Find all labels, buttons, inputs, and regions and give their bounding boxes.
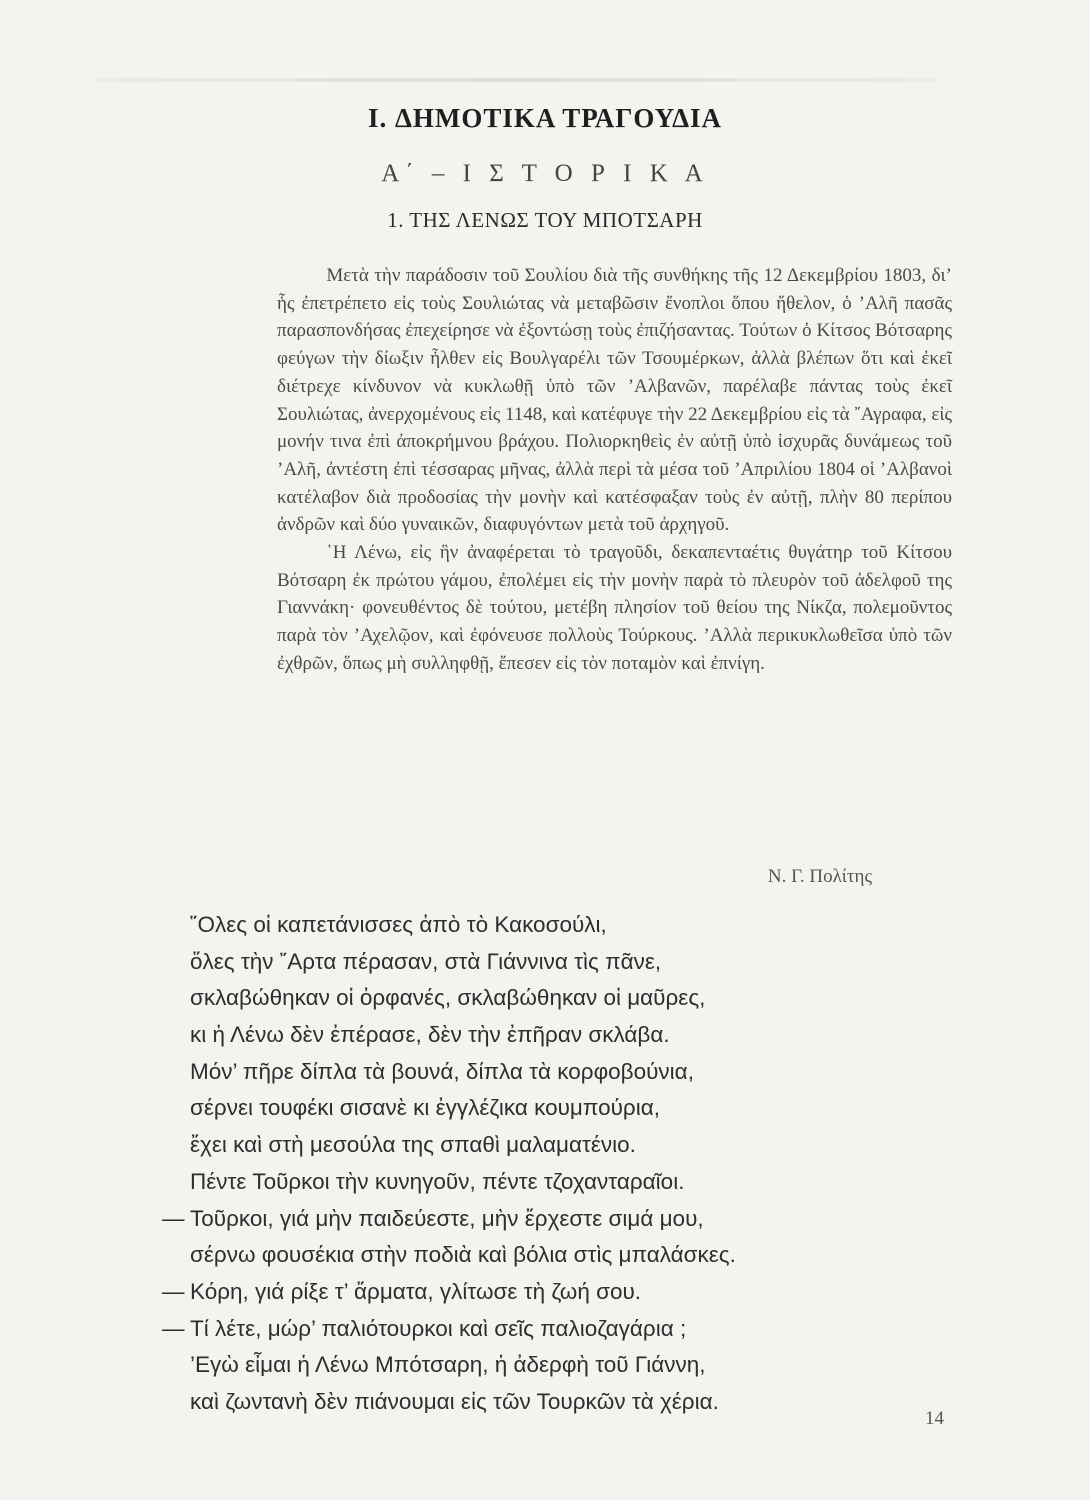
verse-text: σέρνει τουφέκι σισανὲ κι ἐγγλέζικα κουμπούρια, [190, 1095, 660, 1121]
intro-paragraph-2: ῾Η Λένω, εἰς ἣν ἀναφέρεται τὸ τραγοῦδι, δεκαπενταέτις θυγάτηρ τοῦ Κίτσου Βότσαρη ἐκ πρώτου γάμου, ἐπολέμει εἰς τὴν μονὴν παρὰ τὸ πλευρὸν τοῦ ἀδελφοῦ της Γιαννάκη· φονευθέντος δὲ τούτου, μετέβη πλησίον τοῦ θείου της Νίκζα, πολεμοῦντος παρὰ τὸν ’Αχελῷον, καὶ ἐφόνευσε πολλοὺς Τούρκους. ’Αλλὰ περικυκλωθεῖσα ὑπὸ τῶν ἐχθρῶν, ὅπως μὴ συλληφθῇ, ἔπεσεν εἰς τὸν ποταμὸν καὶ ἐπνίγη. [277, 542, 952, 674]
verse-line [190, 1017, 960, 1054]
song-verses [162, 907, 960, 1421]
verse-line [190, 1090, 960, 1127]
song-title: 1. ΤΗΣ ΛΕΝΩΣ ΤΟΥ ΜΠΟΤΣΑΡΗ [387, 208, 703, 232]
verse-dash: — [162, 1278, 185, 1304]
verse-text: ἔχει καὶ στὴ μεσούλα της σπαθὶ μαλαματένιο. [190, 1132, 636, 1158]
verse-text: Κόρη, γιά ρίξε τ’ ἄρματα, γλίτωσε τὴ ζωή σου. [190, 1278, 642, 1304]
verse-text: Μόν’ πῆρε δίπλα τὰ βουνά, δίπλα τὰ κορφοβούνια, [190, 1058, 694, 1084]
verse-line [190, 1237, 960, 1274]
verse-line [190, 1164, 960, 1201]
verse-line [190, 980, 960, 1017]
verse-text: ῞Ολες οἱ καπετάνισσες ἀπὸ τὸ Κακοσούλι, [190, 912, 607, 937]
verse-line [162, 1201, 960, 1238]
verse-line [190, 907, 960, 944]
verse-line [162, 1311, 960, 1348]
verse-text: Τοῦρκοι, γιά μὴν παιδεύεστε, μὴν ἔρχεστε σιμά μου, [190, 1205, 704, 1231]
verse-text: ὅλες τὴν ῎Αρτα πέρασαν, στὰ Γιάννινα τὶς πᾶνε, [190, 948, 662, 974]
verse-text: Τί λέτε, μώρ’ παλιότουρκοι καὶ σεῖς παλιοζαγάρια ; [190, 1315, 687, 1341]
verse-line [190, 1347, 960, 1384]
bleed-through-shadow [95, 78, 935, 82]
verse-line [190, 1127, 960, 1164]
verse-text: καὶ ζωντανὴ δὲν πιάνουμαι εἰς τῶν Τουρκῶν τὰ χέρια. [190, 1388, 719, 1414]
author-signature: Ν. Γ. Πολίτης [767, 866, 872, 887]
verse-text: ’Εγὼ εἶμαι ἡ Λένω Μπότσαρη, ἡ ἀδερφὴ τοῦ Γιάννη, [190, 1352, 706, 1378]
verse-text: σέρνω φουσέκια στὴν ποδιὰ καὶ βόλια στὶς μπαλάσκες. [190, 1242, 736, 1268]
verse-dash: — [162, 1315, 185, 1341]
page-number: 14 [925, 1408, 944, 1429]
verse-text: σκλαβώθηκαν οἱ ὀρφανές, σκλαβώθηκαν οἱ μαῦρες, [190, 985, 706, 1011]
verse-line [190, 1054, 960, 1091]
verse-dash: — [162, 1205, 185, 1231]
verse-line [162, 1274, 960, 1311]
section-title: Α΄ – Ι Σ Τ Ο Ρ Ι Κ Α [381, 160, 709, 187]
verse-line [190, 1384, 960, 1421]
verse-text: κι ἡ Λένω δὲν ἐπέρασε, δὲν τὴν ἐπῆραν σκλάβα. [190, 1022, 670, 1048]
verse-line [190, 944, 960, 981]
chapter-title: I. ΔΗΜΟΤΙΚΑ ΤΡΑΓΟΥΔΙΑ [367, 103, 723, 133]
introduction-text [277, 262, 952, 678]
verse-text: Πέντε Τοῦρκοι τὴν κυνηγοῦν, πέντε τζοχανταραῖοι. [190, 1168, 685, 1194]
intro-paragraph-1: Μετὰ τὴν παράδοσιν τοῦ Σουλίου διὰ τῆς συνθήκης τῆς 12 Δεκεμβρίου 1803, δι’ ἧς ἐπετρέπετο εἰς τοὺς Σουλιώτας νὰ μεταβῶσιν ἔνοπλοι ὅπου ἤθελον, ὁ ’Αλῆ πασᾶς παρασπονδήσας ἐπεχείρησε νὰ ἐξοντώσῃ τοὺς ἐπιζήσαντας. Τούτων ὁ Κίτσος Βότσαρης φεύγων τὴν δίωξιν ἦλθεν εἰς Βουλγαρέλι τῶν Τσουμέρκων, ἀλλὰ βλέπων ὅτι καὶ ἐκεῖ διέτρεχε κίνδυνον νὰ κυκλωθῇ ὑπὸ τῶν ’Αλβανῶν, παρέλαβε πάντας τοὺς ἐκεῖ Σουλιώτας, ἀνερχομένους εἰς 1148, καὶ κατέφυγε τὴν 22 Δεκεμβρίου εἰς τὰ ῎Αγραφα, εἰς μονήν τινα ἐπὶ ἀποκρήμνου βράχου. Πολιορκηθεὶς ἐν αὐτῇ ὑπὸ ἰσχυρᾶς δυνάμεως τοῦ ’Αλῆ, ἀντέστη ἐπὶ τέσσαρας μῆνας, ἀλλὰ περὶ τὰ μέσα τοῦ ’Απριλίου 1804 οἱ ’Αλβανοὶ κατέλαβον διὰ προδοσίας τὴν μονὴν καὶ κατέσφαξαν τοὺς ἐν αὐτῇ, πλὴν 80 περίπου ἀνδρῶν καὶ δύο γυναικῶν, διαφυγόντων μετὰ τοῦ ἀρχηγοῦ. [277, 265, 952, 536]
